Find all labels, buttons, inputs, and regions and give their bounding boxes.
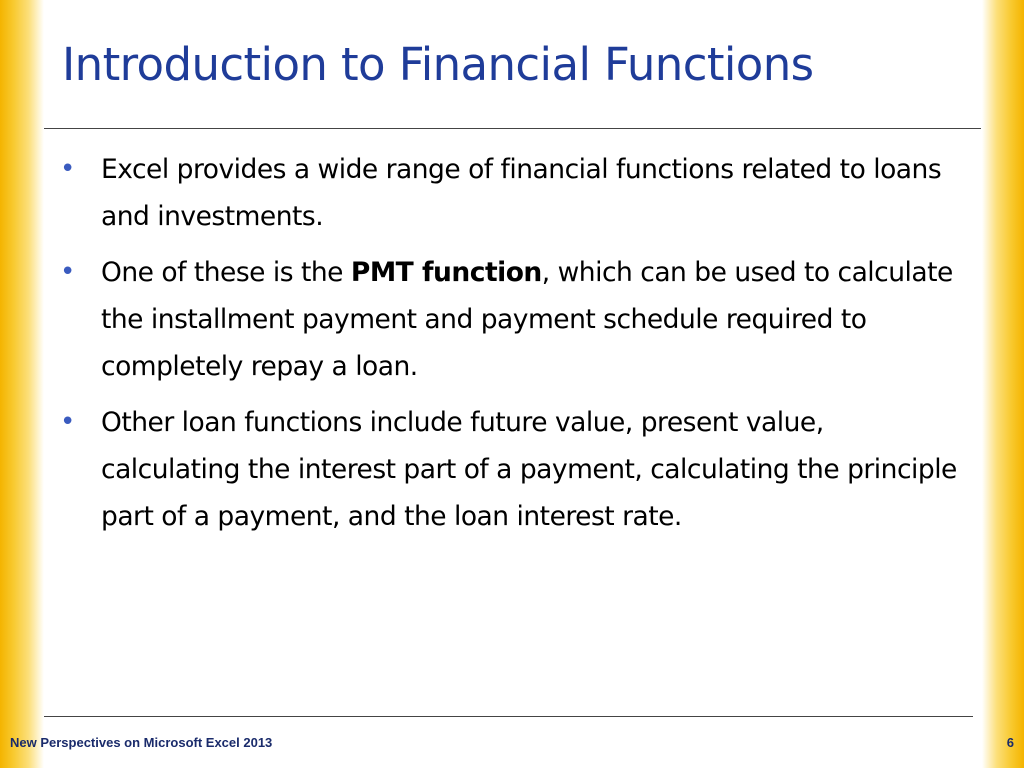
slide-title: Introduction to Financial Functions <box>62 38 814 91</box>
title-divider <box>44 128 981 129</box>
footer-caption: New Perspectives on Microsoft Excel 2013 <box>10 735 273 750</box>
bullet-text: Excel provides a wide range of financial functions related to loans and investments. <box>101 154 942 232</box>
bullet-text-after: , which can be used to calculate the installment payment and payment schedule required to completely repay a loan. <box>101 257 953 382</box>
page-number: 6 <box>1006 735 1014 750</box>
bullet-list <box>60 146 960 549</box>
bullet-marker: • <box>60 407 75 437</box>
footer-divider <box>44 716 973 717</box>
bullet-item <box>60 249 960 390</box>
bullet-item <box>60 399 960 540</box>
right-edge-decoration <box>982 0 1024 768</box>
left-edge-decoration <box>0 0 44 768</box>
bullet-text <box>101 257 953 382</box>
bullet-marker: • <box>60 257 75 287</box>
bullet-marker: • <box>60 154 75 184</box>
bullet-text-before: One of these is the <box>101 257 351 288</box>
bullet-bold-term: PMT function <box>350 257 542 288</box>
bullet-text: Other loan functions include future value, present value, calculating the interest part of a payment, calculating the principle part of a payment, and the loan interest rate. <box>101 407 957 532</box>
bullet-item <box>60 146 960 240</box>
